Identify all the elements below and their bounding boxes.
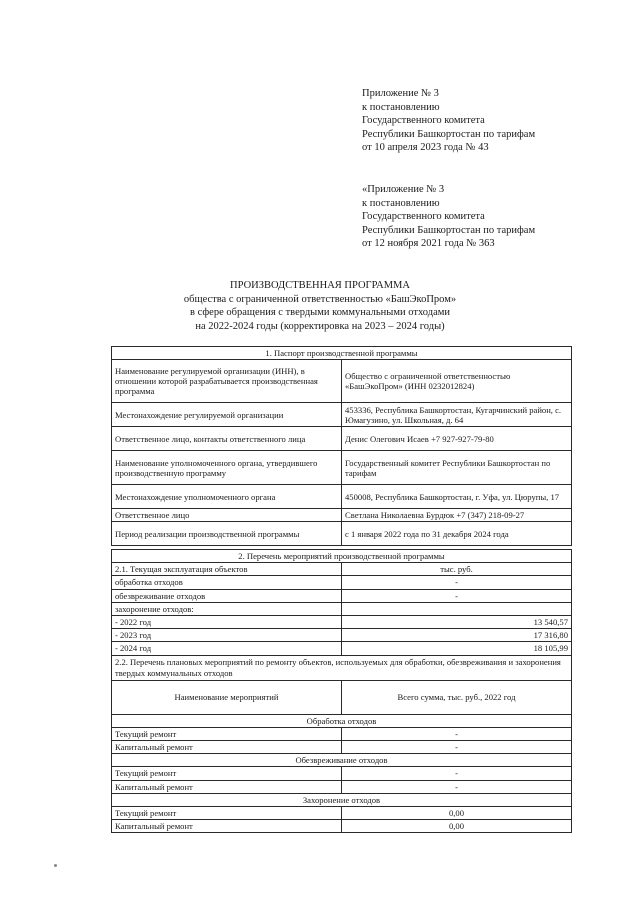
annex-previous-block (362, 183, 535, 251)
repair-row-label: Текущий ремонт (112, 727, 342, 740)
annex-line: от 12 ноября 2021 года № 363 (362, 238, 495, 250)
ops-row-label: - 2023 год (112, 629, 342, 642)
repair-row-value: 0,00 (342, 807, 572, 820)
ops-row-value (342, 602, 572, 615)
title-line: на 2022-2024 годы (корректировка на 2023 – 2024 годы) (195, 320, 445, 332)
document-title (150, 279, 490, 333)
repair-row-value: 0,00 (342, 820, 572, 833)
repair-row-label: Капитальный ремонт (112, 780, 342, 793)
ops-row-label: обезвреживание отходов (112, 589, 342, 602)
passport-value: с 1 января 2022 года по 31 декабря 2024 года (342, 522, 572, 546)
repair-row-label: Капитальный ремонт (112, 741, 342, 754)
repair-row-label: Капитальный ремонт (112, 820, 342, 833)
repair-row-value: - (342, 727, 572, 740)
measures-heading: 2. Перечень мероприятий производственной программы (112, 550, 572, 563)
ops-row-label: захоронение отходов: (112, 602, 342, 615)
annex-line: к постановлению (362, 197, 440, 209)
annex-current-block (362, 87, 535, 155)
measures-table (111, 549, 572, 833)
title-line: общества с ограниченной ответственностью «БашЭкоПром» (183, 293, 457, 305)
passport-value: 450008, Республика Башкортостан, г. Уфа, ул. Цюрупы, 17 (342, 485, 572, 509)
ops-row-value: - (342, 589, 572, 602)
repairs-group-title: Захоронение отходов (112, 793, 572, 806)
passport-label: Ответственное лицо (112, 509, 342, 522)
ops-row-value: 17 316,80 (342, 629, 572, 642)
passport-label: Местонахождение уполномоченного органа (112, 485, 342, 509)
passport-label: Период реализации производственной программы (112, 522, 342, 546)
annex-line: к постановлению (362, 101, 440, 113)
passport-value: Светлана Николаевна Бурдюк +7 (347) 218-09-27 (342, 509, 572, 522)
repairs-label: 2.2. Перечень плановых мероприятий по ремонту объектов, используемых для обработки, обезвреживания и захоронения твердых коммунальных отходов (112, 655, 572, 680)
passport-label: Ответственное лицо, контакты ответственного лица (112, 427, 342, 451)
ops-row-label: - 2022 год (112, 616, 342, 629)
repair-row-value: - (342, 741, 572, 754)
annex-line: Приложение № 3 (362, 88, 439, 99)
ops-row-value: - (342, 576, 572, 589)
annex-line: Республики Башкортостан по тарифам (362, 224, 536, 236)
passport-table (111, 346, 572, 546)
repairs-col-name: Наименование мероприятий (112, 680, 342, 714)
current-ops-label: 2.1. Текущая эксплуатация объектов (112, 563, 342, 576)
ops-row-value: 18 105,99 (342, 642, 572, 655)
scan-speck (54, 864, 57, 867)
passport-heading: 1. Паспорт производственной программы (112, 347, 572, 360)
annex-line: Республики Башкортостан по тарифам (362, 128, 536, 140)
repair-row-label: Текущий ремонт (112, 767, 342, 780)
passport-value: Государственный комитет Республики Башкортостан по тарифам (342, 451, 572, 485)
annex-line: Государственного комитета (362, 115, 485, 127)
passport-value: Общество с ограниченной ответственностью «БашЭкоПром» (ИНН 0232012824) (342, 360, 572, 403)
repair-row-label: Текущий ремонт (112, 807, 342, 820)
annex-line: Государственного комитета (362, 211, 485, 223)
passport-label: Наименование уполномоченного органа, утвердившего производственную программу (112, 451, 342, 485)
ops-row-label: обработка отходов (112, 576, 342, 589)
unit-label: тыс. руб. (342, 563, 572, 576)
ops-row-label: - 2024 год (112, 642, 342, 655)
repair-row-value: - (342, 767, 572, 780)
annex-line: «Приложение № 3 (362, 184, 445, 195)
ops-row-value: 13 540,57 (342, 616, 572, 629)
passport-value: Денис Олегович Исаев +7 927-927-79-80 (342, 427, 572, 451)
title-line: в сфере обращения с твердыми коммунальными отходами (189, 307, 451, 319)
passport-label: Местонахождение регулируемой организации (112, 403, 342, 427)
repairs-col-total: Всего сумма, тыс. руб., 2022 год (342, 680, 572, 714)
annex-line: от 10 апреля 2023 года № 43 (362, 142, 489, 154)
title-line: ПРОИЗВОДСТВЕННАЯ ПРОГРАММА (230, 280, 410, 291)
repairs-group-title: Обработка отходов (112, 714, 572, 727)
passport-label: Наименование регулируемой организации (ИНН), в отношении которой разрабатывается производственная программа (112, 360, 342, 403)
repairs-group-title: Обезвреживание отходов (112, 754, 572, 767)
repair-row-value: - (342, 780, 572, 793)
passport-value: 453336, Республика Башкортостан, Кугарчинский район, с. Юмагузино, ул. Школьная, д. 64 (342, 403, 572, 427)
